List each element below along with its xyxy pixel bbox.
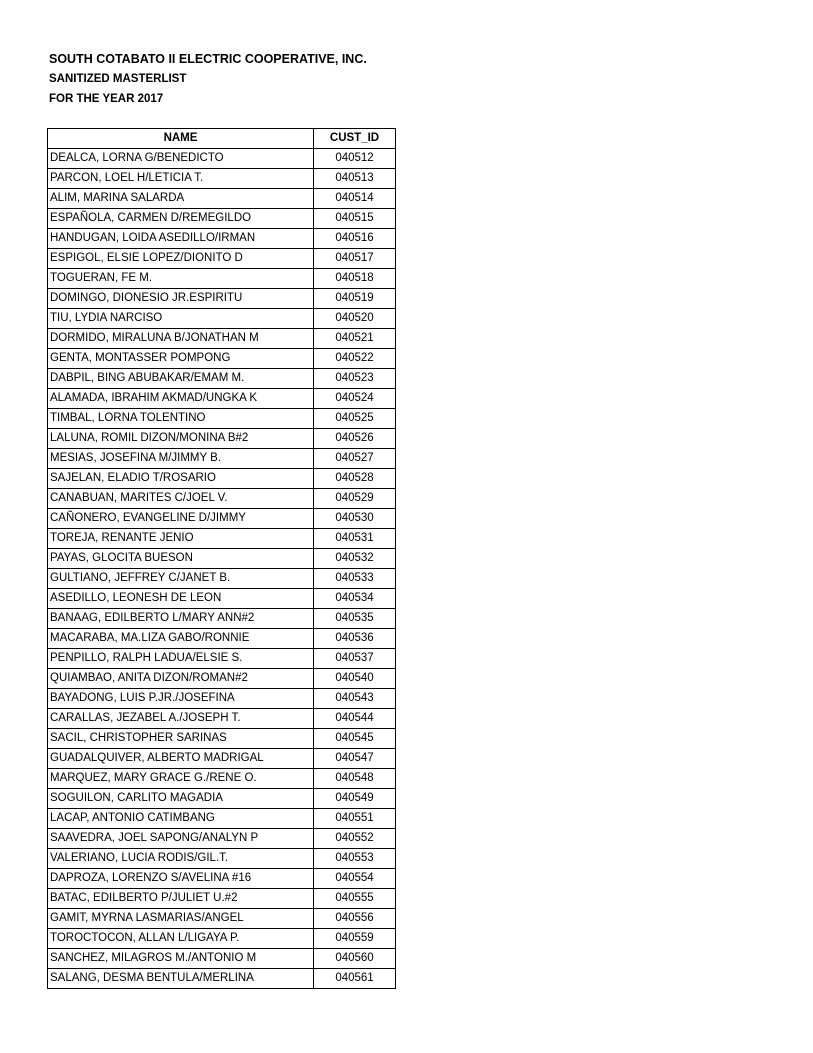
customer-id-cell: 040526 bbox=[314, 429, 396, 449]
customer-id-cell: 040513 bbox=[314, 169, 396, 189]
customer-id-cell: 040534 bbox=[314, 589, 396, 609]
table-row bbox=[48, 909, 396, 929]
customer-id-cell: 040515 bbox=[314, 209, 396, 229]
customer-name-cell: VALERIANO, LUCIA RODIS/GIL.T. bbox=[48, 849, 314, 869]
customer-id-cell: 040549 bbox=[314, 789, 396, 809]
customer-id-cell: 040551 bbox=[314, 809, 396, 829]
table-row bbox=[48, 869, 396, 889]
table-row bbox=[48, 229, 396, 249]
table-row bbox=[48, 529, 396, 549]
customer-id-cell: 040553 bbox=[314, 849, 396, 869]
table-header-row bbox=[48, 129, 396, 149]
customer-id-cell: 040523 bbox=[314, 369, 396, 389]
customer-id-cell: 040555 bbox=[314, 889, 396, 909]
customer-id-cell: 040547 bbox=[314, 749, 396, 769]
customer-id-cell: 040533 bbox=[314, 569, 396, 589]
customer-name-cell: MESIAS, JOSEFINA M/JIMMY B. bbox=[48, 449, 314, 469]
customer-name-cell: PENPILLO, RALPH LADUA/ELSIE S. bbox=[48, 649, 314, 669]
document-header bbox=[49, 50, 367, 109]
customer-name-cell: HANDUGAN, LOIDA ASEDILLO/IRMAN bbox=[48, 229, 314, 249]
customer-id-cell: 040537 bbox=[314, 649, 396, 669]
customer-name-cell: SACIL, CHRISTOPHER SARINAS bbox=[48, 729, 314, 749]
customer-id-cell: 040527 bbox=[314, 449, 396, 469]
customer-id-cell: 040516 bbox=[314, 229, 396, 249]
table-row bbox=[48, 389, 396, 409]
year-line: FOR THE YEAR 2017 bbox=[49, 93, 164, 105]
customer-id-cell: 040528 bbox=[314, 469, 396, 489]
customer-id-cell: 040520 bbox=[314, 309, 396, 329]
customer-id-cell: 040524 bbox=[314, 389, 396, 409]
customer-name-cell: ALIM, MARINA SALARDA bbox=[48, 189, 314, 209]
customer-name-cell: TIMBAL, LORNA TOLENTINO bbox=[48, 409, 314, 429]
customer-name-cell: QUIAMBAO, ANITA DIZON/ROMAN#2 bbox=[48, 669, 314, 689]
customer-id-cell: 040529 bbox=[314, 489, 396, 509]
customer-name-cell: TOGUERAN, FE M. bbox=[48, 269, 314, 289]
customer-name-cell: GUADALQUIVER, ALBERTO MADRIGAL bbox=[48, 749, 314, 769]
table-row bbox=[48, 729, 396, 749]
customer-id-cell: 040514 bbox=[314, 189, 396, 209]
company-title: SOUTH COTABATO II ELECTRIC COOPERATIVE, INC. bbox=[49, 52, 367, 66]
customer-id-cell: 040522 bbox=[314, 349, 396, 369]
customer-name-cell: GAMIT, MYRNA LASMARIAS/ANGEL bbox=[48, 909, 314, 929]
table-body bbox=[48, 149, 396, 989]
column-header-cust-id: CUST_ID bbox=[314, 129, 396, 149]
table-row bbox=[48, 209, 396, 229]
table-row bbox=[48, 249, 396, 269]
table-row bbox=[48, 769, 396, 789]
table-row bbox=[48, 369, 396, 389]
customer-id-cell: 040536 bbox=[314, 629, 396, 649]
table-row bbox=[48, 689, 396, 709]
customer-name-cell: PAYAS, GLOCITA BUESON bbox=[48, 549, 314, 569]
table-row bbox=[48, 889, 396, 909]
customer-name-cell: LACAP, ANTONIO CATIMBANG bbox=[48, 809, 314, 829]
customer-id-cell: 040540 bbox=[314, 669, 396, 689]
table-row bbox=[48, 669, 396, 689]
table-row bbox=[48, 809, 396, 829]
customer-name-cell: CAÑONERO, EVANGELINE D/JIMMY bbox=[48, 509, 314, 529]
customer-name-cell: GULTIANO, JEFFREY C/JANET B. bbox=[48, 569, 314, 589]
customer-name-cell: BAYADONG, LUIS P.JR./JOSEFINA bbox=[48, 689, 314, 709]
customer-id-cell: 040521 bbox=[314, 329, 396, 349]
customer-id-cell: 040554 bbox=[314, 869, 396, 889]
table-row bbox=[48, 709, 396, 729]
customer-name-cell: LALUNA, ROMIL DIZON/MONINA B#2 bbox=[48, 429, 314, 449]
customer-id-cell: 040531 bbox=[314, 529, 396, 549]
customer-id-cell: 040552 bbox=[314, 829, 396, 849]
table-row bbox=[48, 949, 396, 969]
customer-id-cell: 040535 bbox=[314, 609, 396, 629]
table-row bbox=[48, 169, 396, 189]
customer-id-cell: 040560 bbox=[314, 949, 396, 969]
table-row bbox=[48, 469, 396, 489]
customer-id-cell: 040518 bbox=[314, 269, 396, 289]
customer-id-cell: 040544 bbox=[314, 709, 396, 729]
customer-id-cell: 040525 bbox=[314, 409, 396, 429]
table-row bbox=[48, 789, 396, 809]
customer-name-cell: MACARABA, MA.LIZA GABO/RONNIE bbox=[48, 629, 314, 649]
customer-name-cell: DEALCA, LORNA G/BENEDICTO bbox=[48, 149, 314, 169]
table-row bbox=[48, 329, 396, 349]
table-row bbox=[48, 849, 396, 869]
table-row bbox=[48, 929, 396, 949]
table-row bbox=[48, 449, 396, 469]
customer-id-cell: 040530 bbox=[314, 509, 396, 529]
table-row bbox=[48, 289, 396, 309]
table-row bbox=[48, 829, 396, 849]
table-row bbox=[48, 589, 396, 609]
customer-name-cell: TIU, LYDIA NARCISO bbox=[48, 309, 314, 329]
table-row bbox=[48, 549, 396, 569]
table-row bbox=[48, 629, 396, 649]
customer-name-cell: ALAMADA, IBRAHIM AKMAD/UNGKA K bbox=[48, 389, 314, 409]
masterlist-table bbox=[47, 128, 396, 989]
document-subtitle: SANITIZED MASTERLIST bbox=[49, 73, 187, 85]
customer-name-cell: PARCON, LOEL H/LETICIA T. bbox=[48, 169, 314, 189]
customer-id-cell: 040543 bbox=[314, 689, 396, 709]
customer-name-cell: DORMIDO, MIRALUNA B/JONATHAN M bbox=[48, 329, 314, 349]
table-row bbox=[48, 149, 396, 169]
customer-id-cell: 040556 bbox=[314, 909, 396, 929]
customer-name-cell: SANCHEZ, MILAGROS M./ANTONIO M bbox=[48, 949, 314, 969]
customer-name-cell: SOGUILON, CARLITO MAGADIA bbox=[48, 789, 314, 809]
table-row bbox=[48, 569, 396, 589]
customer-name-cell: DOMINGO, DIONESIO JR.ESPIRITU bbox=[48, 289, 314, 309]
customer-name-cell: CANABUAN, MARITES C/JOEL V. bbox=[48, 489, 314, 509]
customer-name-cell: DAPROZA, LORENZO S/AVELINA #16 bbox=[48, 869, 314, 889]
table-row bbox=[48, 609, 396, 629]
customer-name-cell: SAJELAN, ELADIO T/ROSARIO bbox=[48, 469, 314, 489]
customer-name-cell: TOROCTOCON, ALLAN L/LIGAYA P. bbox=[48, 929, 314, 949]
customer-id-cell: 040519 bbox=[314, 289, 396, 309]
customer-name-cell: CARALLAS, JEZABEL A./JOSEPH T. bbox=[48, 709, 314, 729]
customer-name-cell: GENTA, MONTASSER POMPONG bbox=[48, 349, 314, 369]
customer-name-cell: SALANG, DESMA BENTULA/MERLINA bbox=[48, 969, 314, 989]
table-row bbox=[48, 349, 396, 369]
customer-name-cell: TOREJA, RENANTE JENIO bbox=[48, 529, 314, 549]
customer-name-cell: DABPIL, BING ABUBAKAR/EMAM M. bbox=[48, 369, 314, 389]
customer-name-cell: ESPAÑOLA, CARMEN D/REMEGILDO bbox=[48, 209, 314, 229]
table-row bbox=[48, 649, 396, 669]
table-row bbox=[48, 489, 396, 509]
customer-id-cell: 040532 bbox=[314, 549, 396, 569]
table-row bbox=[48, 429, 396, 449]
table-row bbox=[48, 189, 396, 209]
table-row bbox=[48, 969, 396, 989]
customer-id-cell: 040559 bbox=[314, 929, 396, 949]
customer-id-cell: 040512 bbox=[314, 149, 396, 169]
column-header-name: NAME bbox=[48, 129, 314, 149]
customer-name-cell: ASEDILLO, LEONESH DE LEON bbox=[48, 589, 314, 609]
table-row bbox=[48, 509, 396, 529]
customer-name-cell: SAAVEDRA, JOEL SAPONG/ANALYN P bbox=[48, 829, 314, 849]
table-row bbox=[48, 749, 396, 769]
customer-name-cell: ESPIGOL, ELSIE LOPEZ/DIONITO D bbox=[48, 249, 314, 269]
customer-id-cell: 040545 bbox=[314, 729, 396, 749]
customer-name-cell: MARQUEZ, MARY GRACE G./RENE O. bbox=[48, 769, 314, 789]
customer-id-cell: 040517 bbox=[314, 249, 396, 269]
customer-name-cell: BATAC, EDILBERTO P/JULIET U.#2 bbox=[48, 889, 314, 909]
table-row bbox=[48, 269, 396, 289]
customer-id-cell: 040548 bbox=[314, 769, 396, 789]
table-row bbox=[48, 409, 396, 429]
table-row bbox=[48, 309, 396, 329]
customer-name-cell: BANAAG, EDILBERTO L/MARY ANN#2 bbox=[48, 609, 314, 629]
customer-id-cell: 040561 bbox=[314, 969, 396, 989]
